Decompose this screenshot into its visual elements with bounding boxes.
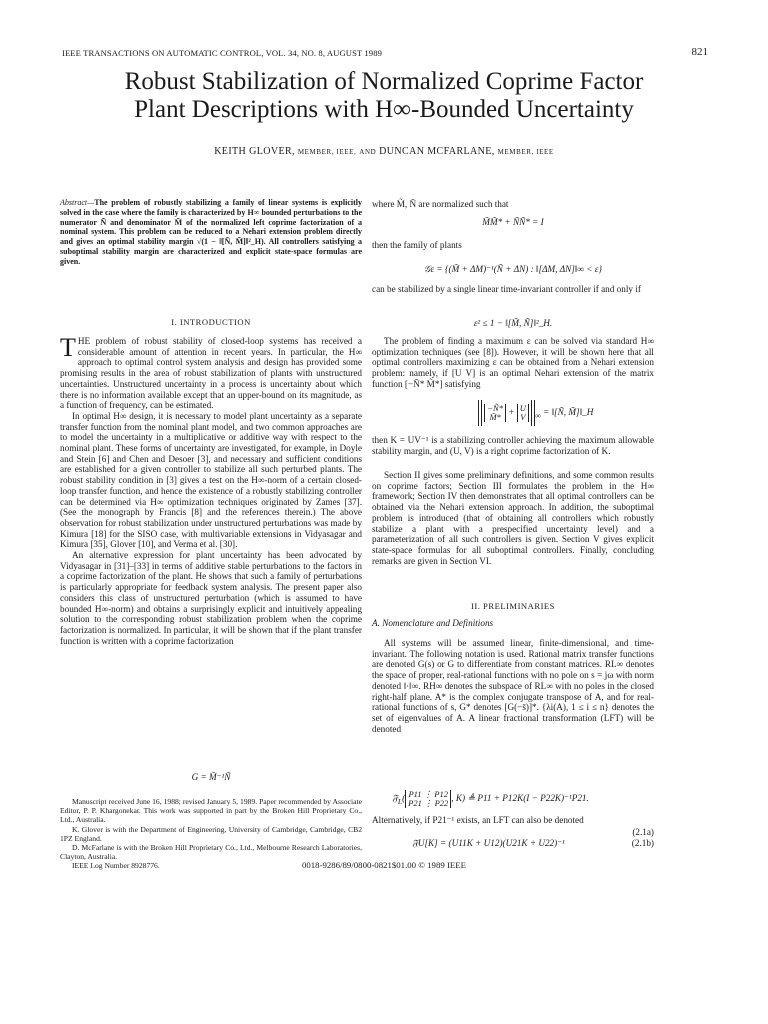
abstract bbox=[60, 198, 362, 267]
author-2-membership: MEMBER, IEEE bbox=[497, 148, 554, 156]
matrix-p: P11 ⋮ P12 P21 ⋮ P22 bbox=[405, 790, 451, 808]
right-text-6: Section II gives some preliminary definitions, and some common results on coprime factors; Section III formulates the problem in the H∞ framework; Section IV then demonstrates that all optimal controllers can be obtained via the Nehari extension approach. In addition, the suboptimal problem is introduced (that of obtaining all controllers which robustly stabilize a plant with a prespecified uncertainty level) and a parameterization of all such controllers is given. Section V gives explicit state-space formulas for all suboptimal controllers. Finally, concluding remarks are given in Section VI. bbox=[372, 470, 654, 566]
equation-nehari: −Ñ* M̃* + U V $_\infty$ = ‖[Ñ, M̃]‖_H bbox=[478, 400, 593, 426]
equation-nehari-right: = ‖[Ñ, M̃]‖_H bbox=[542, 407, 594, 418]
norm-bar-left bbox=[478, 400, 482, 426]
intro-paragraph-2: In optimal H∞ design, it is necessary to model plant uncertainty as a separate transfer function from the nominal plant model, and two common approaches are to model the uncertainty in a multiplicative or additive way with respect to the nominal plant. These forms of uncertainty are investigated, for example, in Doyle and Stein [6] and Chen and Desoer [3], and necessary and sufficient conditions are established for a given controller to stabilize all such perturbed plants. The robust stability condition in [3] gives a test on the H∞-norm of a certain closed-loop transfer function, and hence the existence of a robustly stabilizing controller can be determined via H∞ optimization techniques originated by Zames [37]. (See the monograph by Francis [8] and the references therein.) The above observation for robust stabilization under unstructured perturbations was made by Kimura [18] for the SISO case, with multivariable extensions in Vidyasagar and Kimura [35], Glover [10], and Verma et al. [30]. bbox=[60, 410, 362, 550]
subsection-a-heading: A. Nomenclature and Definitions bbox=[372, 618, 494, 628]
drop-cap: T bbox=[60, 333, 76, 362]
equation-number-2-1b: (2.1b) bbox=[631, 838, 654, 848]
page-number: 821 bbox=[691, 46, 708, 58]
footnote-manuscript: Manuscript received June 16, 1988; revised January 5, 1989. Paper recommended by Associate Editor, P. P. Khargonekar. This work was supported in part by the Broken Hill Proprietary Co., Ltd., Australia. bbox=[60, 797, 362, 825]
footnote-log-number: IEEE Log Number 8928776. bbox=[72, 861, 160, 871]
equation-plant-family: 𝒢ε = {(M̃ + ΔM)⁻¹(Ñ + ΔN) : ‖[ΔM, ΔN]‖∞ < ε} bbox=[423, 264, 603, 274]
author-and: AND bbox=[359, 148, 377, 156]
right-text-2: then the family of plants bbox=[372, 240, 462, 250]
equation-lft: 𝔉$_L$( P11 ⋮ P12 P21 ⋮ P22 , K) ≜ P11 + P12K(I − P22K)⁻¹P21. bbox=[392, 789, 589, 808]
equation-lft-upper: 𝔉U[K] = (U11K + U12)(U21K + U22)⁻¹ bbox=[412, 838, 565, 848]
right-text-5: then K = UV⁻¹ is a stabilizing controller achieving the maximum allowable stability margin, and (U, V) is a right coprime factorization of K. bbox=[372, 435, 654, 456]
right-text-8: Alternatively, if P21⁻¹ exists, an LFT can also be denoted bbox=[372, 815, 584, 825]
title-line-1: Robust Stabilization of Normalized Coprime Factor bbox=[124, 68, 644, 95]
author-2: DUNCAN MCFARLANE, bbox=[379, 146, 495, 157]
equation-margin: ε² ≤ 1 − ‖[M̃, Ñ]‖²_H. bbox=[473, 318, 553, 328]
matrix-u-v: U V bbox=[517, 404, 529, 422]
equation-g: G = M̃⁻¹Ñ bbox=[191, 772, 231, 782]
right-text-7: All systems will be assumed linear, finite-dimensional, and time-invariant. The following notation is used. Rational matrix transfer functions are denoted G(s) or G to differentiate from constant matrices. RL∞ denotes the space of proper, real-rational functions with no pole on s = jω with norm denoted ‖·‖∞. RH∞ denotes the subspace of RL∞ with no poles in the closed right-half plane. A* is the complex conjugate transpose of A, and for real-rational functions of s, G* denotes [G(−s̄)]*. {λi(A), 1 ≤ i ≤ n} denotes the set of eigenvalues of A. A linear fractional transformation (LFT) will be denoted bbox=[372, 638, 654, 734]
intro-body bbox=[60, 333, 362, 646]
section-intro-heading: I. INTRODUCTION bbox=[171, 317, 251, 327]
abstract-lead: Abstract— bbox=[60, 198, 95, 207]
right-text-4: The problem of finding a maximum ε can be solved via standard H∞ optimization techniques (see [8]). However, it will be shown here that all optimal controllers maximizing ε can be obtained from a Nehari extension problem: namely, if [U V] is an optimal Nehari extension of the matrix function [−Ñ* M̃*] satisfying bbox=[372, 336, 654, 389]
intro-paragraph-3: An alternative expression for plant uncertainty has been advocated by Vidyasagar in [31]–[33] in terms of additive stable perturbations to the factors in a coprime factorization of the plant. He shows that such a family of perturbations is particularly appropriate for feedback system analysis. The present paper also considers this class of unstructured perturbation (which is assumed to have bounded H∞-norm) and obtains a surprisingly explicit and intuitively appealing solution to the corresponding robust stabilization problem when the coprime factorization is normalized. In particular, it will be shown that if the plant transfer function is written with a coprime factorization bbox=[60, 550, 362, 646]
intro-paragraph-1 bbox=[60, 333, 362, 411]
footnote-glover: K. Glover is with the Department of Engineering, University of Cambridge, Cambridge, CB2 1PZ England. bbox=[60, 824, 362, 843]
journal-name: IEEE TRANSACTIONS ON AUTOMATIC CONTROL, VOL. 34, NO. 8, AUGUST 1989 bbox=[62, 48, 382, 58]
equation-lft-right: ≜ P11 + P12K(I − P22K)⁻¹P21. bbox=[467, 793, 589, 804]
matrix-minus-n-m: −Ñ* M̃* bbox=[484, 404, 506, 422]
title-line-2: Plant Descriptions with H∞-Bounded Uncertainty bbox=[134, 96, 634, 123]
author-1-membership: MEMBER, IEEE, bbox=[297, 148, 357, 156]
section-prelim-heading: II. PRELIMINARIES bbox=[471, 601, 555, 611]
running-header bbox=[62, 48, 708, 62]
copyright-line: 0018-9286/89/0800-0821$01.00 © 1989 IEEE bbox=[301, 860, 467, 870]
equation-normalized: M̃M̃* + ÑÑ* = I bbox=[482, 217, 544, 227]
paper-title bbox=[40, 68, 728, 124]
right-text-1: where M̃, Ñ are normalized such that bbox=[372, 199, 509, 209]
equation-number-2-1a: (2.1a) bbox=[632, 827, 654, 837]
author-line bbox=[40, 146, 728, 157]
footnote-mcfarlane: D. McFarlane is with the Broken Hill Proprietary Co., Ltd., Melbourne Research Laboratories, Clayton, Australia. bbox=[60, 843, 362, 862]
right-text-3: can be stabilized by a single linear time-invariant controller if and only if bbox=[372, 284, 641, 294]
author-1: KEITH GLOVER, bbox=[214, 146, 295, 157]
intro-paragraph-1-text: HE problem of robust stability of closed-loop systems has received a considerable amount of attention in recent years. In particular, the H∞ approach to optimal control system analysis and design has provided some promising results in the area of robust stabilization of plants with unstructured uncertainties. Unstructured uncertainty in a process is uncertainty about which there is no information available except that an upper-bound on its magnitude, as a function of frequency, can be estimated. bbox=[60, 336, 362, 411]
abstract-text: The problem of robustly stabilizing a family of linear systems is explicitly solved in the case where the family is characterized by H∞ bounded perturbations to the numerator Ñ and denominator M̃ of the normalized left coprime factorization of a nominal system. This problem can be reduced to a Nehari extension problem directly and gives an optimal stability margin √(1 − ‖[Ñ, M̃]‖²_H). All controllers satisfying a suboptimal stability margin are characterized and explicit state-space formulas are given. bbox=[60, 198, 362, 266]
